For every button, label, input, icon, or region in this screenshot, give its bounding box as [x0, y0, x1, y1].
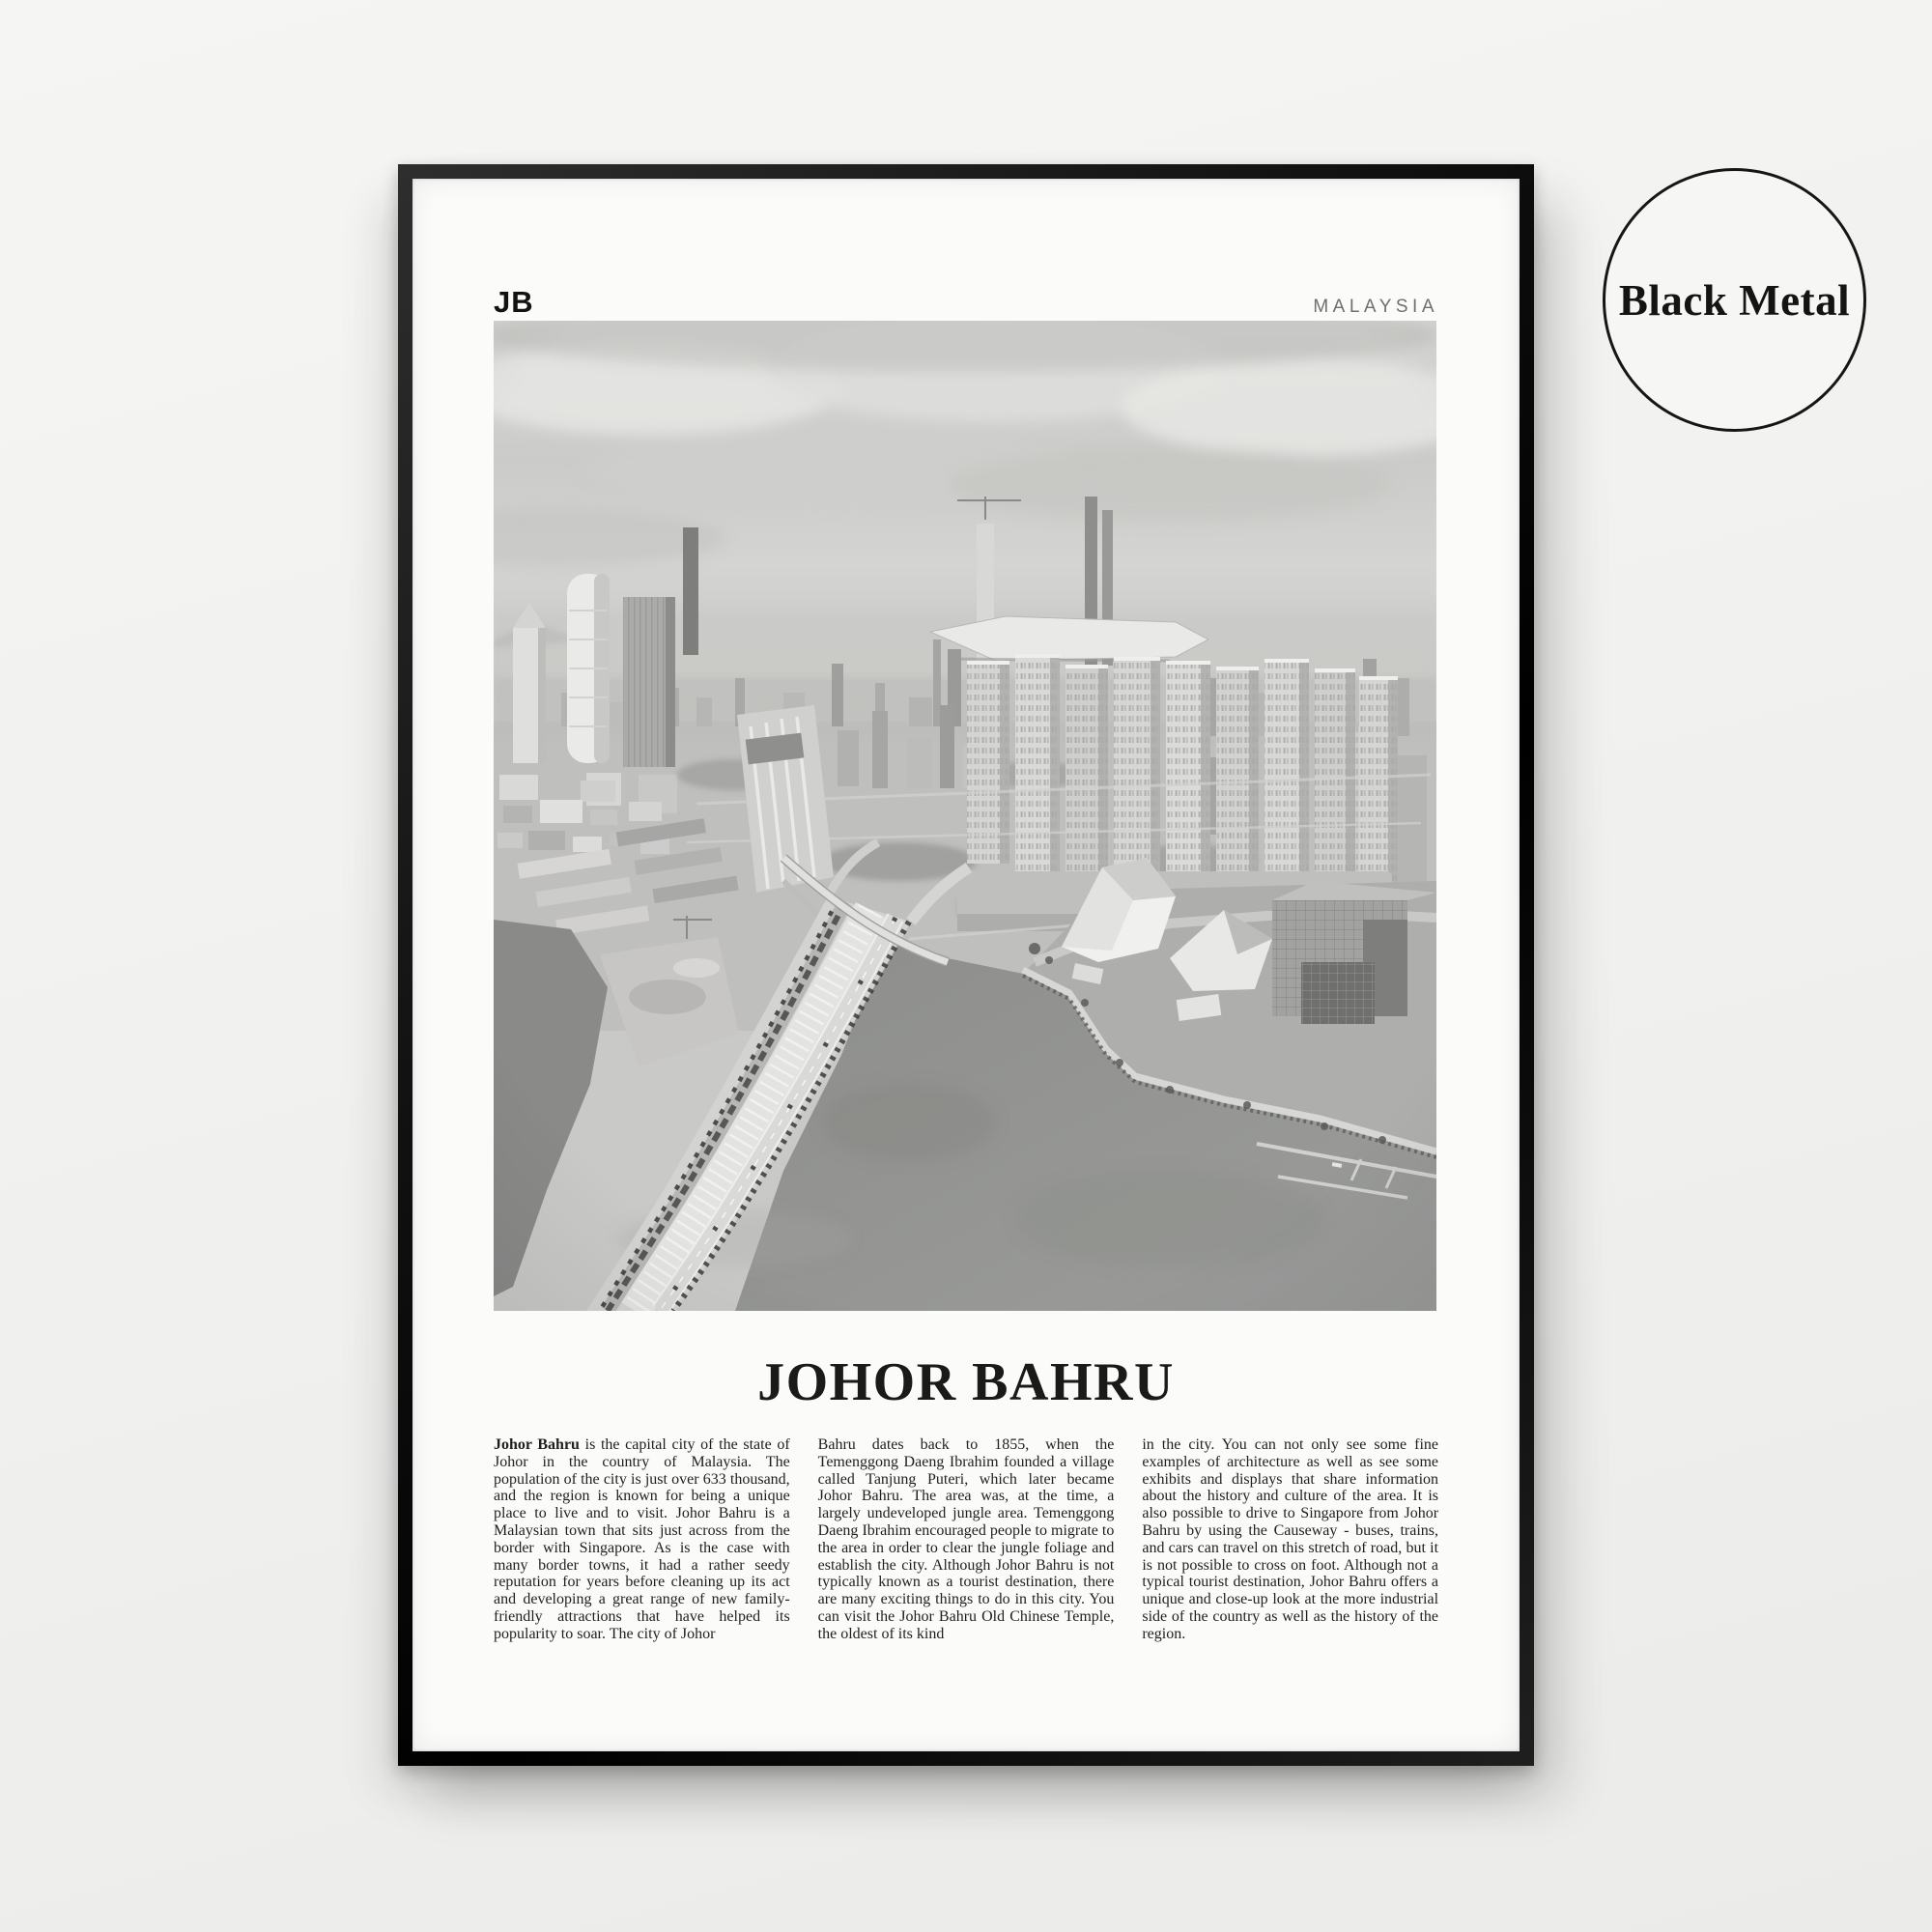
body-lead: Johor Bahru	[494, 1436, 580, 1453]
city-abbreviation: JB	[494, 285, 534, 319]
city-aerial-photo-illustration	[494, 321, 1436, 1311]
poster	[412, 179, 1520, 1751]
body-column-1: Johor Bahru is the capital city of the state of Johor in the country of Malaysia. The population of the city is just over 633 thousand, and the region is known for being a unique place to live and to visit. Johor Bahru is a Malaysian town that sits just across from the border with Singapore. As is the case with many border towns, it had a rather seedy reputation for years before cleaning up its act and developing a great range of new family-friendly attractions that have helped its popularity to soar. The city of Johor	[494, 1436, 790, 1642]
body-column-2: Bahru dates back to 1855, when the Temenggong Daeng Ibrahim founded a village called Tanjung Puteri, which later became Johor Bahru. The area was, at the time, a largely undeveloped jungle area. Temenggong Daeng Ibrahim encouraged people to migrate to the area in order to clear the jungle foliage and establish the city. Although Johor Bahru is not typically known as a tourist destination, there are many exciting things to do in this city. You can visit the Johor Bahru Old Chinese Temple, the oldest of its kind	[817, 1436, 1115, 1642]
body-text	[494, 1436, 1438, 1643]
badge-label: Black Metal	[1618, 275, 1851, 325]
poster-header	[494, 287, 1438, 317]
body-column-3: in the city. You can not only see some fine examples of architecture as well as see some exhibits and displays that share information about the history and culture of the area. It is also possible to drive to Singapore from Johor Bahru by using the Causeway - buses, trains, and cars can travel on this stretch of road, but it is not possible to cross on foot. Although not a typical tourist destination, Johor Bahru offers a unique and close-up look at the more industrial side of the country as well as the history of the region.	[1142, 1436, 1439, 1642]
poster-frame	[398, 164, 1534, 1766]
frame-material-badge	[1603, 168, 1866, 432]
poster-title: JOHOR BAHRU	[757, 1352, 1175, 1412]
city-aerial-photo	[494, 321, 1436, 1311]
country-label: MALAYSIA	[1313, 297, 1438, 317]
